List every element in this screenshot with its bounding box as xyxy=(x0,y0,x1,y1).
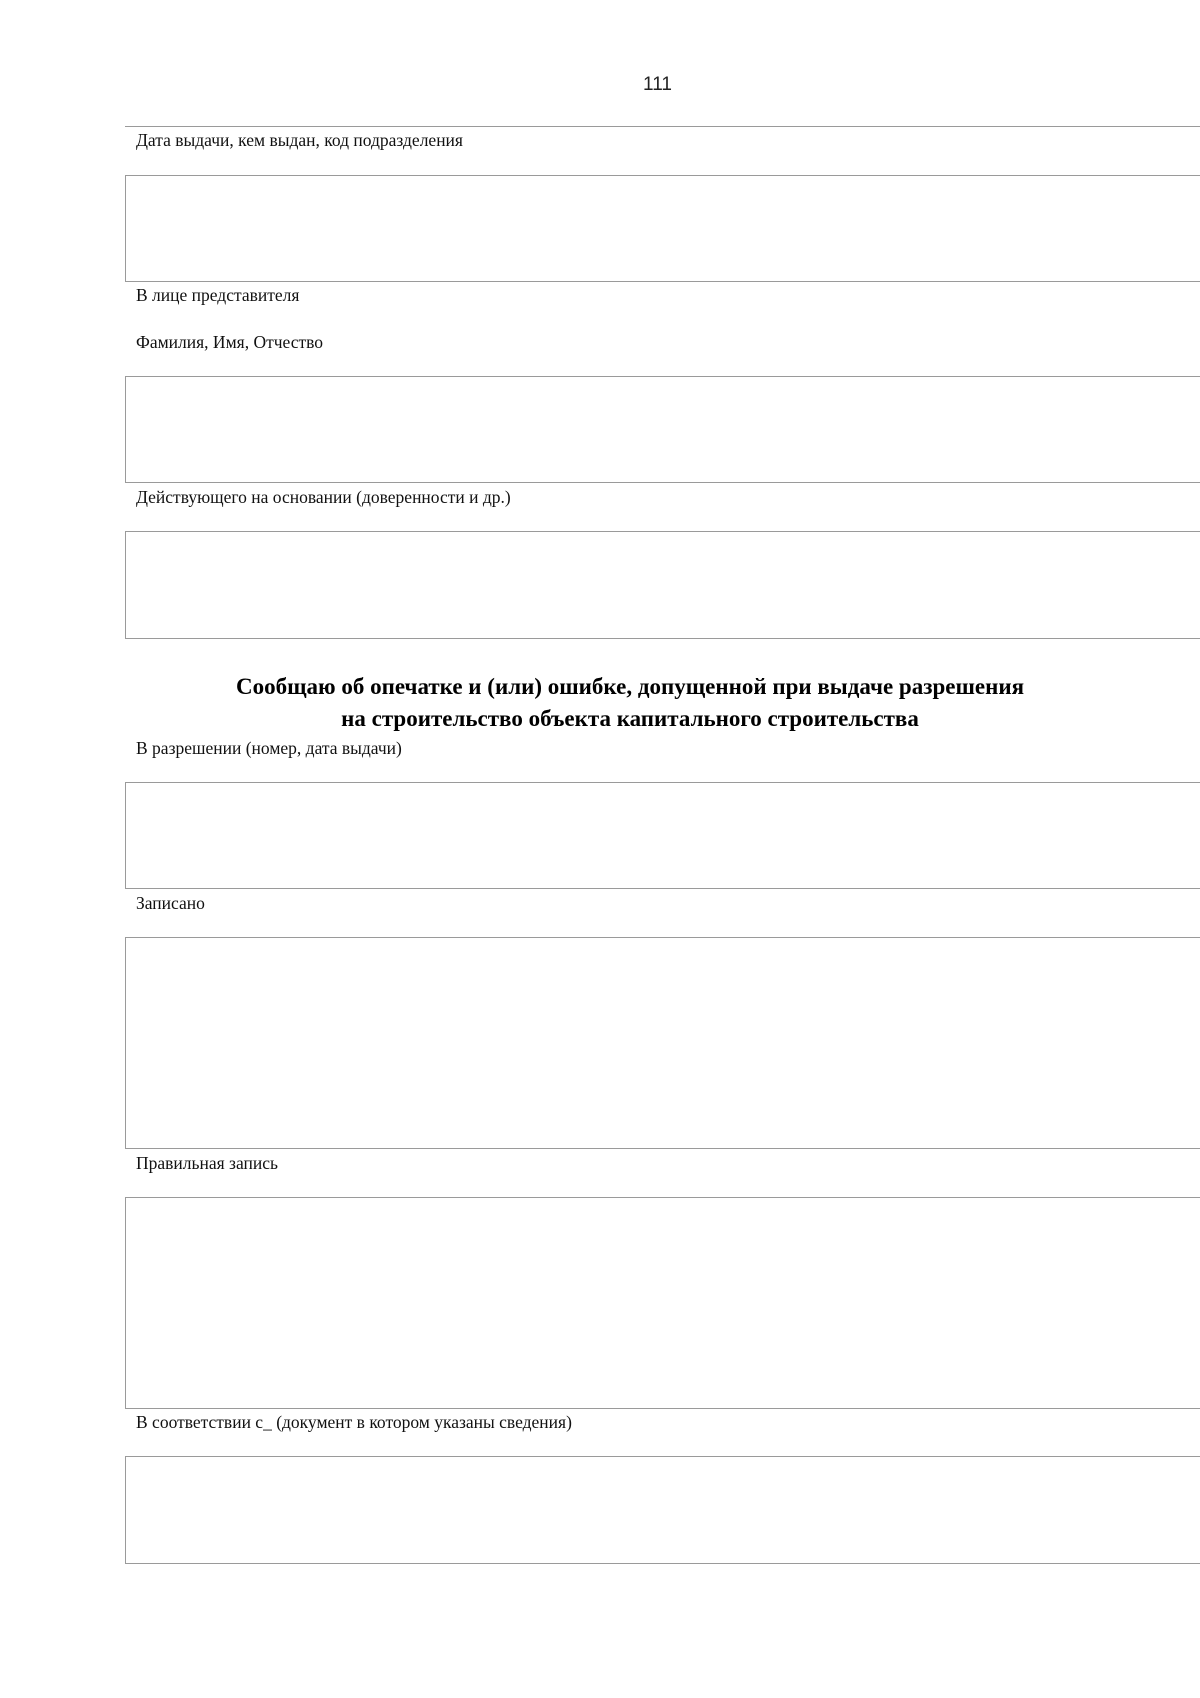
label-issue-info: Дата выдачи, кем выдан, код подразделения xyxy=(136,130,463,150)
label-written: Записано xyxy=(136,893,205,913)
section-heading-line-1: Сообщаю об опечатке и (или) ошибке, допущенной при выдаче разрешения xyxy=(235,674,1025,699)
label-basis: Действующего на основании (доверенности и др.) xyxy=(136,487,511,507)
section-heading-line-2: на строительство объекта капитального строительства xyxy=(341,706,919,731)
label-representative: В лице представителя xyxy=(136,285,300,305)
according-to-field[interactable] xyxy=(125,1456,1200,1564)
written-field[interactable] xyxy=(125,937,1200,1149)
label-according-to: В соответствии с_ (документ в котором указаны сведения) xyxy=(136,1412,572,1432)
top-divider xyxy=(125,126,1200,127)
label-correct-entry: Правильная запись xyxy=(136,1153,278,1173)
label-permit: В разрешении (номер, дата выдачи) xyxy=(136,738,402,758)
basis-field[interactable] xyxy=(125,531,1200,639)
page-number: 111 xyxy=(643,74,672,95)
issue-info-field[interactable] xyxy=(125,175,1200,282)
permit-field[interactable] xyxy=(125,782,1200,889)
full-name-field[interactable] xyxy=(125,376,1200,483)
correct-entry-field[interactable] xyxy=(125,1197,1200,1409)
label-full-name: Фамилия, Имя, Отчество xyxy=(136,332,324,352)
